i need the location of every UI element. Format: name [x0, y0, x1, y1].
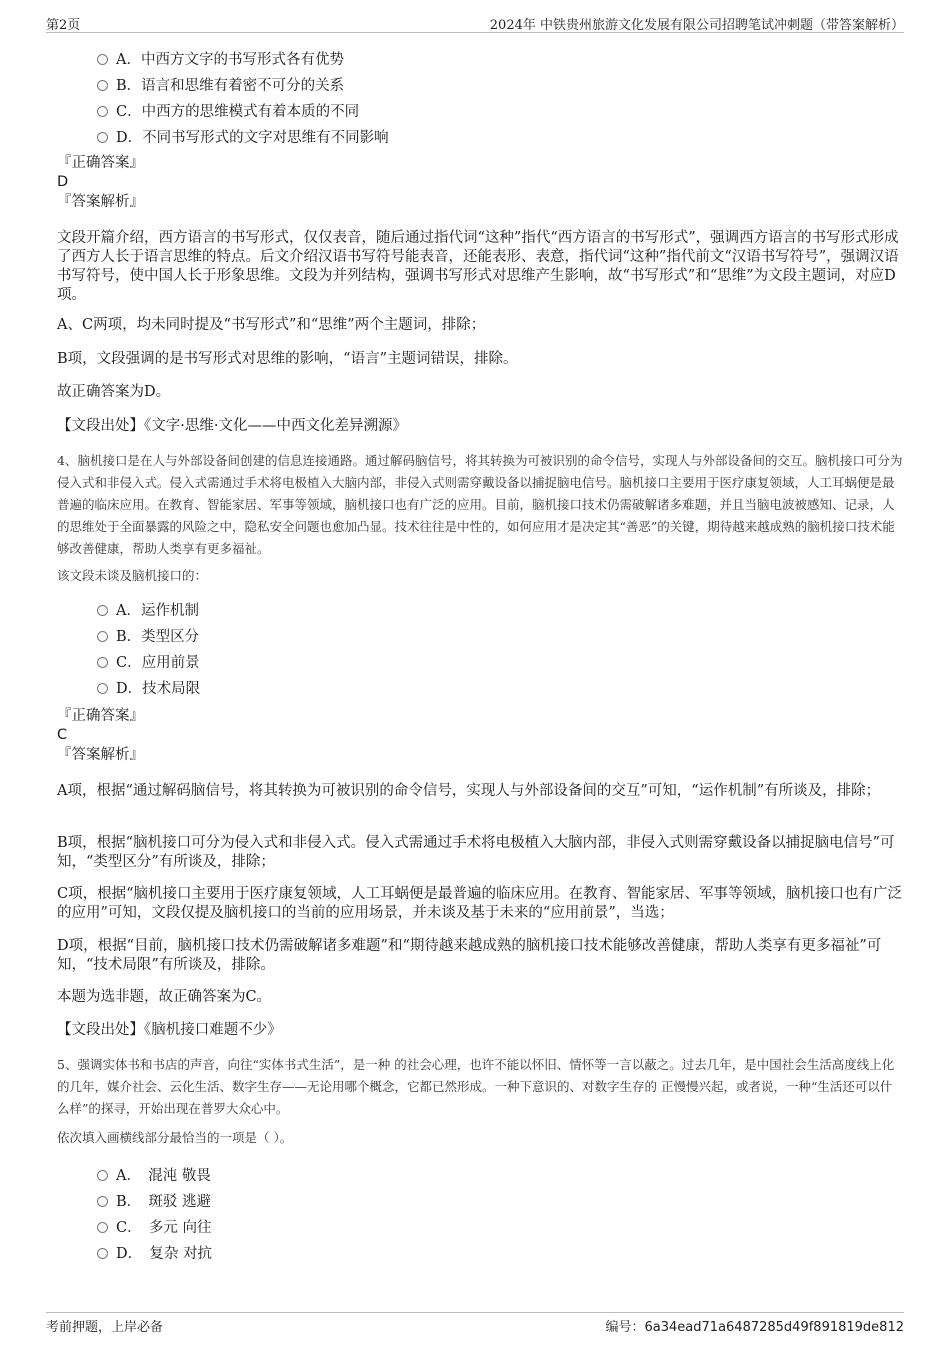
page-header [46, 14, 904, 33]
q3-analysis-paragraph: 故正确答案为D。 [57, 384, 171, 400]
radio-icon[interactable] [97, 54, 108, 65]
q3-option-c[interactable]: C．中西方的思维模式有着本质的不同 [97, 99, 389, 125]
q4-analysis-paragraph: B项，根据“脑机接口可分为侵入式和非侵入式。侵入式需通过手术将电极植入大脑内部，非侵入式则需穿戴设备以捕捉脑电信号”可知，“类型区分”有所谈及，排除； [57, 835, 895, 870]
radio-icon[interactable] [97, 1196, 108, 1207]
q4-analysis-paragraph: C项，根据“脑机接口主要用于医疗康复领域，人工耳蜗便是最普遍的临床应用。在教育、智能家居、军事等领域，脑机接口也有广泛的应用”可知，文段仅提及脑机接口的当前的应用场景，并未谈及基于未来的“应用前景”，当选； [57, 886, 903, 921]
radio-icon[interactable] [97, 106, 108, 117]
page-footer [46, 1312, 904, 1337]
q5-question: 依次填入画横线部分最恰当的一项是（ ）。 [57, 1130, 293, 1145]
q4-analysis-paragraph: A项，根据“通过解码脑信号，将其转换为可被识别的命令信号，实现人与外部设备间的交互”可知，“运作机制”有所谈及，排除； [57, 783, 881, 799]
q4-option-a[interactable]: A．运作机制 [97, 598, 200, 624]
q5-option-a[interactable]: A． 混沌 敬畏 [97, 1163, 212, 1189]
q5-option-c[interactable]: C． 多元 向往 [97, 1215, 212, 1241]
q3-option-d[interactable]: D．不同书写形式的文字对思维有不同影响 [97, 125, 389, 151]
q4-option-b[interactable]: B．类型区分 [97, 624, 200, 650]
document-title: 2024年 中铁贵州旅游文化发展有限公司招聘笔试冲刺题（带答案解析） [489, 18, 904, 33]
q4-options [97, 598, 200, 702]
q3-option-a[interactable]: A．中西方文字的书写形式各有优势 [97, 47, 389, 73]
page-number: 第2页 [46, 18, 81, 33]
radio-icon[interactable] [97, 605, 108, 616]
q4-stem: 4、脑机接口是在人与外部设备间创建的信息连接通路。通过解码脑信号，将其转换为可被识别的命令信号，实现人与外部设备间的交互。脑机接口可分为侵入式和非侵入式。侵入式需通过手术将电极植入大脑内部，非侵入式则需穿戴设备以捕捉脑电信号。脑机接口主要用于医疗康复领域，人工耳蜗便是最普遍的临床应用。在教育、智能家居、军事等领域，脑机接口也有广泛的应用。目前，脑机接口技术仍需破解诸多难题，并且当脑电波被感知、记录，人的思维处于全面暴露的风险之中，隐私安全问题也愈加凸显。技术往往是中性的，如何应用才是决定其“善恶”的关键，期待越来越成熟的脑机接口技术能够改善健康，帮助人类享有更多福祉。 [57, 453, 903, 556]
radio-icon[interactable] [97, 1222, 108, 1233]
q3-analysis-heading: 『答案解析』 [57, 194, 144, 210]
q4-analysis-heading: 『答案解析』 [57, 747, 144, 763]
q3-source: 【文段出处】《文字·思维·文化——中西文化差异溯源》 [57, 418, 407, 434]
q4-option-d[interactable]: D．技术局限 [97, 676, 200, 702]
q4-analysis-paragraph: D项，根据“目前，脑机接口技术仍需破解诸多难题”和“期待越来越成熟的脑机接口技术能够改善健康，帮助人类享有更多福祉”可知，“技术局限”有所谈及，排除。 [57, 938, 882, 973]
radio-icon[interactable] [97, 657, 108, 668]
radio-icon[interactable] [97, 132, 108, 143]
radio-icon[interactable] [97, 1170, 108, 1181]
q4-source: 【文段出处】《脑机接口难题不少》 [57, 1022, 282, 1038]
q5-option-d[interactable]: D． 复杂 对抗 [97, 1241, 212, 1267]
q3-options [97, 47, 389, 151]
q5-option-b[interactable]: B． 斑驳 逃避 [97, 1189, 212, 1215]
q4-option-c[interactable]: C．应用前景 [97, 650, 200, 676]
q5-stem: 5、强调实体书和书店的声音，向往“实体书式生活”，是一种 的社会心理，也许不能以怀旧、情怀等一言以蔽之。过去几年，是中国社会生活高度线上化的几年，媒介社会、云化生活、数字生存——无论用哪个概念，它都已然形成。一种下意识的、对数字生存的 正慢慢兴起，或者说，一种“生活还可以什么样”的探寻，开始出现在普罗大众心中。 [57, 1057, 895, 1116]
q3-option-b[interactable]: B．语言和思维有着密不可分的关系 [97, 73, 389, 99]
q3-analysis-paragraph: 文段开篇介绍，西方语言的书写形式，仅仅表音，随后通过指代词“这种”指代“西方语言的书写形式”，强调西方语言的书写形式形成了西方人长于语言思维的特点。后文介绍汉语书写符号能表音，还能表形、表意，指代词“这种”指代前文“汉语书写符号”，强调汉语书写符号，使中国人长于形象思维。文段为并列结构，强调书写形式对思维产生影响，故“书写形式”和“思维”为文段主题词，对应D项。 [57, 230, 899, 303]
q4-answer: C [57, 727, 68, 743]
radio-icon[interactable] [97, 683, 108, 694]
q3-answer-heading: 『正确答案』 [57, 155, 144, 171]
q3-answer: D [57, 174, 69, 190]
q4-question: 该文段未谈及脑机接口的： [57, 568, 208, 583]
footer-slogan: 考前押题，上岸必备 [46, 1320, 164, 1335]
document-id: 编号：6a34ead71a6487285d49f891819de812 [605, 1320, 904, 1335]
q4-answer-heading: 『正确答案』 [57, 708, 144, 724]
q4-analysis-paragraph: 本题为选非题，故正确答案为C。 [57, 989, 272, 1005]
radio-icon[interactable] [97, 80, 108, 91]
q3-analysis-paragraph: A、C两项，均未同时提及“书写形式”和“思维”两个主题词，排除； [57, 317, 486, 333]
radio-icon[interactable] [97, 631, 108, 642]
q5-options [97, 1163, 212, 1267]
radio-icon[interactable] [97, 1248, 108, 1259]
q3-analysis-paragraph: B项，文段强调的是书写形式对思维的影响，“语言”主题词错误，排除。 [57, 351, 518, 367]
